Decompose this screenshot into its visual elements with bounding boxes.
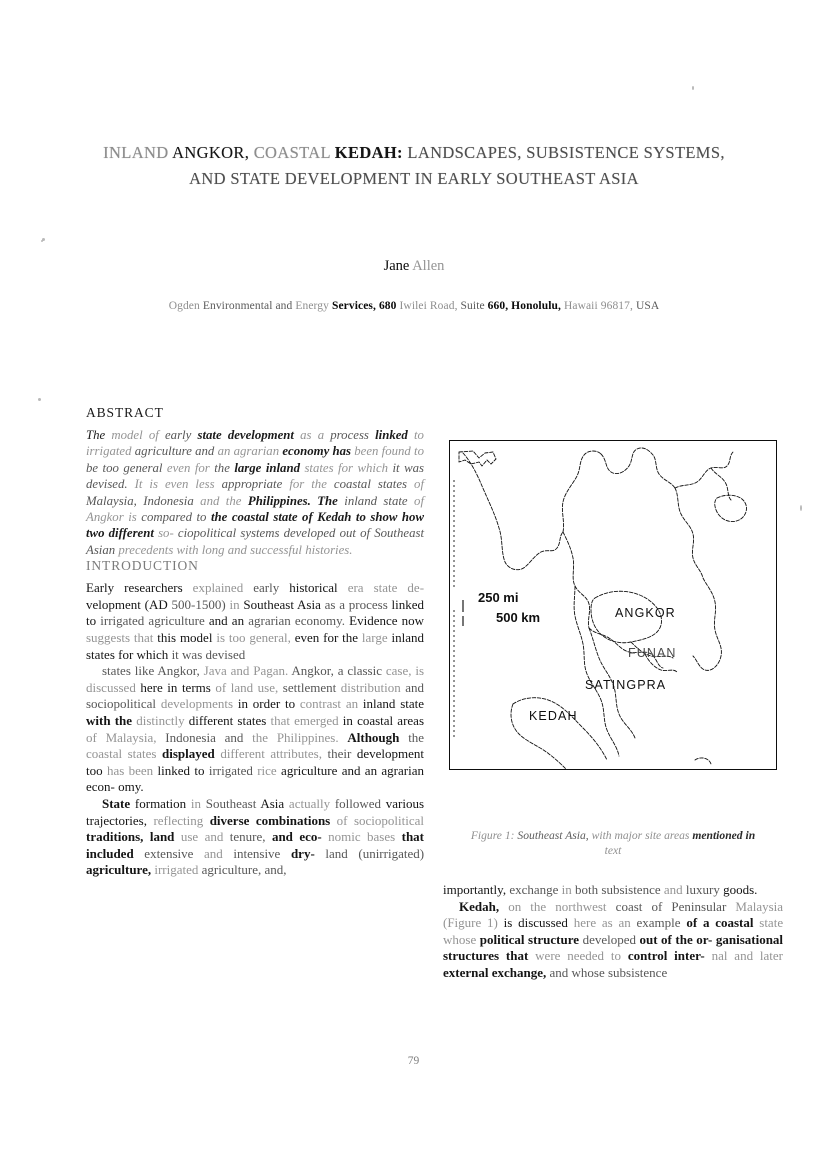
author-name: Jane Allen — [383, 258, 445, 274]
title-line-1: INLAND ANGKOR, COASTAL KEDAH: LANDSCAPES, SUBSISTENCE SYSTEMS, — [103, 143, 725, 162]
left-column — [86, 405, 424, 879]
figure-1-map — [449, 440, 777, 770]
right-column-paragraph-1: importantly, exchange in both subsistence and luxury goods. — [443, 882, 758, 897]
scan-speck — [38, 398, 41, 401]
scan-speck — [41, 240, 43, 242]
page-title — [78, 140, 750, 192]
map-coastlines — [449, 440, 777, 770]
map-label-funan: FUNAN — [628, 646, 677, 660]
introduction-heading: INTRODUCTION — [86, 558, 199, 574]
scan-speck — [800, 505, 802, 511]
introduction-paragraph-1: Early researchers explained early historical era state de- velopment (AD 500-1500) in Southeast Asia as a process linked to irrigated agriculture and an agrarian economy. Evidence now suggests that this model is too general, even for the large inland states for which it was devised — [86, 580, 425, 662]
map-scale-miles: 250 mi — [478, 590, 519, 605]
introduction-paragraph-2: states like Angkor, Java and Pagan. Angkor, a classic case, is discussed here in terms of land use, settlement distribution and sociopolitical developments in order to contrast an inland state with the distinctly different states that emerged in coastal areas of Malaysia, Indonesia and the Philippines. Although the coastal states displayed different attributes, their development too has been linked to irrigated rice agriculture and an agrarian econ- omy. — [86, 663, 425, 795]
introduction-paragraph-3: State formation in Southeast Asia actually followed various trajectories, reflecting diverse combinations of sociopolitical traditions, land use and tenure, and eco- nomic bases that included extensive and intensive dry- land (unirrigated) agriculture, irrigated agriculture, and, — [86, 795, 425, 878]
map-label-angkor: ANGKOR — [615, 606, 676, 620]
scan-speck — [692, 86, 694, 90]
map-label-satingpra: SATINGPRA — [585, 678, 667, 692]
abstract-heading: ABSTRACT — [86, 405, 164, 420]
right-column-paragraph-2: Kedah, on the northwest coast of Peninsular Malaysia (Figure 1) is discussed here as an example of a coastal state whose political structure developed out of the or- ganisational structures that were needed to control inter- nal and later external exchange, and whose subsistence — [443, 898, 784, 980]
figure-1-caption: Figure 1: Southeast Asia, with major site areas mentioned in text — [470, 829, 756, 857]
title-line-2: AND STATE DEVELOPMENT IN EARLY SOUTHEAST ASIA — [189, 169, 639, 188]
map-label-kedah: KEDAH — [529, 709, 578, 723]
abstract-text: The model of early state development as a process linked to irrigated agriculture and an agrarian economy has been found to be too general even for the large inland states for which it was devised. It is even less appropriate for the coastal states of Malaysia, Indonesia and the Philippines. The inland state of Angkor is compared to the coastal state of Kedah to show how two different so- ciopolitical systems developed out of Southeast Asian precedents with long and successful histories. — [86, 428, 425, 557]
author-affiliation: Ogden Environmental and Energy Services, 680 Iwilei Road, Suite 660, Honolulu, Hawaii 96817, USA — [168, 300, 660, 312]
right-column — [443, 882, 783, 982]
map-scale-kilometers: 500 km — [496, 610, 541, 625]
page-number: 79 — [407, 1055, 420, 1067]
